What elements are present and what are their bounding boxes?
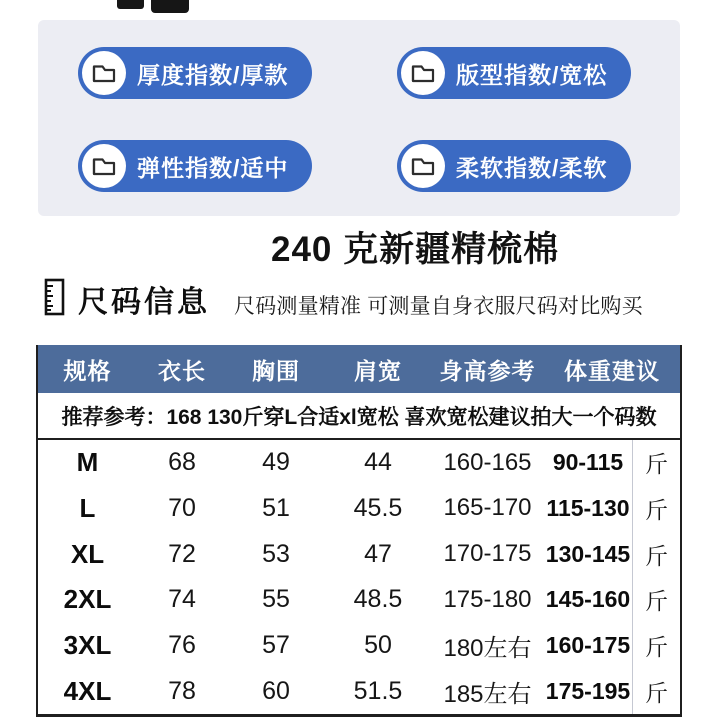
cell-chest: 55 bbox=[262, 585, 290, 614]
size-section-subtitle: 尺码测量精准 可测量自身衣服尺码对比购买 bbox=[234, 295, 643, 318]
cell-unit: 斤 bbox=[632, 531, 680, 577]
cell-height: 180左右 bbox=[443, 634, 532, 662]
cell-length: 74 bbox=[168, 585, 196, 614]
cell-length: 78 bbox=[168, 676, 196, 705]
cell-height: 170-175 bbox=[443, 540, 532, 568]
cell-weight: 130-145 bbox=[545, 540, 631, 567]
cell-spec: 4XL bbox=[63, 675, 112, 706]
table-row bbox=[38, 531, 680, 577]
badge-label: 弹性指数/适中 bbox=[137, 154, 289, 181]
cell-chest: 49 bbox=[262, 448, 290, 477]
badge-thickness bbox=[78, 47, 312, 99]
table-row bbox=[38, 440, 680, 486]
cell-shoulder: 50 bbox=[364, 630, 392, 659]
cell-unit: 斤 bbox=[632, 486, 680, 532]
column-header-shoulder: 肩宽 bbox=[354, 357, 402, 384]
cell-weight: 160-175 bbox=[545, 631, 631, 658]
cell-length: 76 bbox=[168, 630, 196, 659]
cell-chest: 57 bbox=[262, 630, 290, 659]
badge-label: 版型指数/宽松 bbox=[456, 61, 608, 88]
attribute-badge-panel bbox=[38, 20, 680, 216]
cell-spec: 2XL bbox=[63, 584, 112, 615]
column-header-height: 身高参考 bbox=[439, 357, 536, 384]
cell-height: 160-165 bbox=[443, 448, 532, 476]
cell-chest: 51 bbox=[262, 493, 290, 522]
cell-shoulder: 45.5 bbox=[353, 493, 403, 522]
column-header-spec: 规格 bbox=[63, 357, 112, 384]
cell-unit: 斤 bbox=[632, 668, 680, 714]
size-recommendation-note: 推荐参考：168 130斤穿L合适xl宽松 喜欢宽松建议拍大一个码数 bbox=[38, 393, 680, 440]
table-row bbox=[38, 623, 680, 669]
cell-weight: 145-160 bbox=[545, 586, 631, 613]
cell-chest: 53 bbox=[262, 539, 290, 568]
cell-weight: 115-130 bbox=[546, 494, 630, 521]
cell-spec: L bbox=[79, 492, 96, 523]
badge-label: 柔软指数/柔软 bbox=[456, 154, 608, 181]
folder-icon bbox=[82, 51, 126, 95]
cropped-top-icon bbox=[151, 0, 189, 13]
fabric-title: 240 克新疆精梳棉 bbox=[271, 230, 560, 269]
cell-chest: 60 bbox=[262, 676, 290, 705]
cell-shoulder: 44 bbox=[364, 448, 392, 477]
cell-unit: 斤 bbox=[632, 577, 680, 623]
ruler-icon bbox=[44, 278, 65, 321]
badge-elasticity bbox=[78, 140, 312, 192]
cell-shoulder: 47 bbox=[364, 539, 392, 568]
table-row bbox=[38, 668, 680, 714]
cell-weight: 90-115 bbox=[552, 449, 624, 476]
cell-weight: 175-195 bbox=[545, 677, 631, 704]
cell-unit: 斤 bbox=[632, 623, 680, 669]
folder-icon bbox=[82, 144, 126, 188]
cropped-top-icon bbox=[117, 0, 144, 9]
cell-spec: XL bbox=[70, 538, 105, 569]
cell-spec: M bbox=[76, 447, 99, 478]
cell-length: 68 bbox=[168, 448, 196, 477]
column-header-weight: 体重建议 bbox=[564, 357, 660, 384]
cell-length: 72 bbox=[168, 539, 196, 568]
cell-shoulder: 51.5 bbox=[353, 676, 403, 705]
cell-height: 165-170 bbox=[443, 494, 532, 522]
column-header-length: 衣长 bbox=[158, 357, 206, 384]
table-row bbox=[38, 577, 680, 623]
table-header-row bbox=[38, 345, 680, 393]
cell-length: 70 bbox=[168, 493, 196, 522]
folder-icon bbox=[401, 144, 445, 188]
cell-height: 185左右 bbox=[443, 680, 532, 708]
folder-icon bbox=[401, 51, 445, 95]
cell-spec: 3XL bbox=[63, 629, 112, 660]
size-section-title: 尺码信息 bbox=[78, 286, 210, 319]
cell-height: 175-180 bbox=[443, 585, 532, 613]
badge-fit bbox=[397, 47, 631, 99]
cell-unit: 斤 bbox=[632, 440, 680, 486]
size-chart-table bbox=[36, 345, 682, 717]
table-row bbox=[38, 486, 680, 532]
cell-shoulder: 48.5 bbox=[353, 585, 403, 614]
badge-label: 厚度指数/厚款 bbox=[137, 61, 289, 88]
column-header-chest: 胸围 bbox=[252, 357, 300, 384]
badge-softness bbox=[397, 140, 631, 192]
size-section-header bbox=[44, 277, 210, 321]
